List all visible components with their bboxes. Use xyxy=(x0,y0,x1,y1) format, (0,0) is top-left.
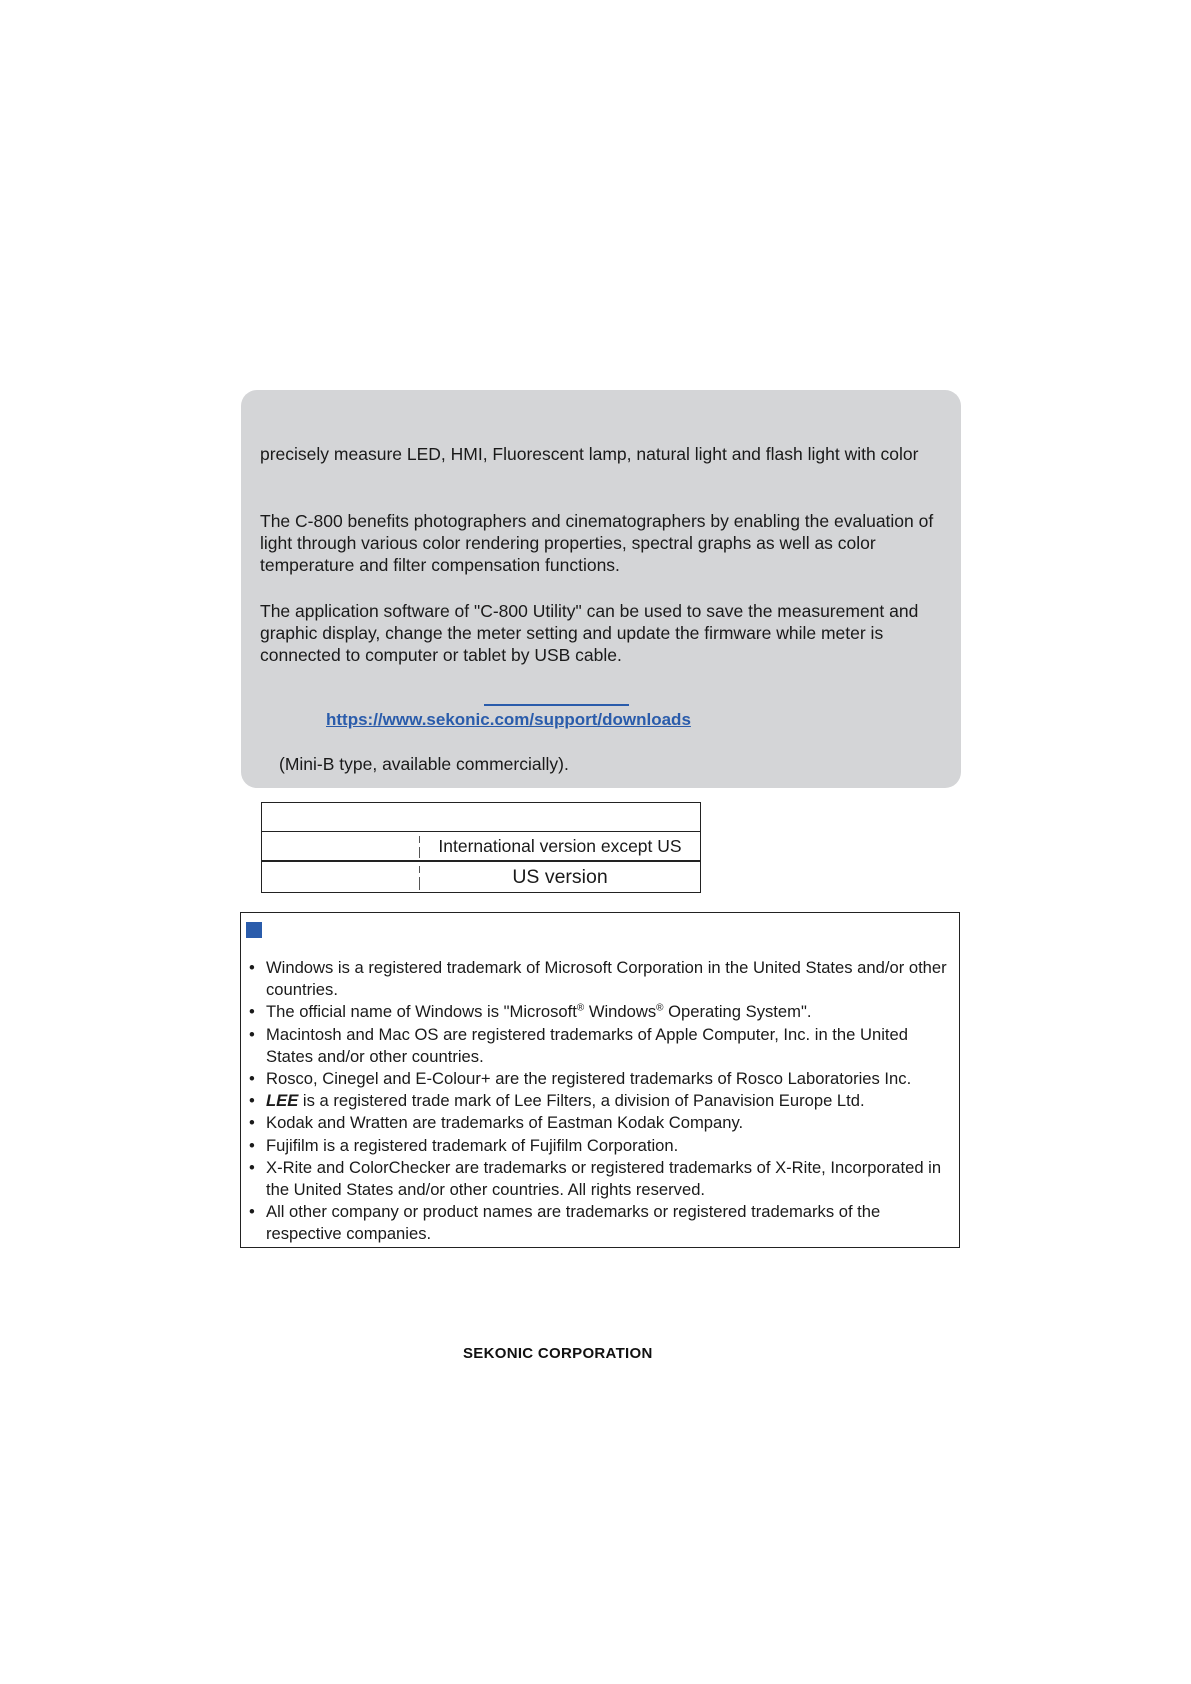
list-item: • X-Rite and ColorChecker are trademarks or registered trademarks of X-Rite, Incorporated in the United States and/or other countries. All rights reserved. xyxy=(248,1157,954,1201)
version-label-international: International version except US xyxy=(438,835,682,856)
lee-brand: LEE xyxy=(266,1091,299,1111)
version-label-us: US version xyxy=(512,865,608,888)
list-item: • LEE is a registered trade mark of Lee Filters, a division of Panavision Europe Ltd. xyxy=(248,1090,954,1112)
version-row-us xyxy=(262,862,700,892)
intro-panel xyxy=(241,390,961,788)
list-item: • Rosco, Cinegel and E-Colour+ are the registered trademarks of Rosco Laboratories Inc. xyxy=(248,1068,954,1090)
version-table-header-row xyxy=(262,803,700,832)
registered-mark: ® xyxy=(656,1002,664,1014)
link-underline-divider xyxy=(484,704,629,706)
benefits-paragraph: The C-800 benefits photographers and cinematographers by enabling the evaluation of light through various color rendering properties, spectral graphs as well as color temperature and filter compensation functions. xyxy=(260,511,934,575)
version-row-international xyxy=(262,832,700,862)
downloads-link[interactable]: https://www.sekonic.com/support/downloads xyxy=(326,710,691,729)
version-table xyxy=(261,802,701,893)
list-item: • Macintosh and Mac OS are registered trademarks of Apple Computer, Inc. in the United States and/or other countries. xyxy=(248,1024,954,1068)
intro-line: precisely measure LED, HMI, Fluorescent lamp, natural light and flash light with color xyxy=(260,444,919,464)
trademarks-box xyxy=(240,912,960,1248)
section-marker-icon xyxy=(246,922,262,938)
list-item: • Fujifilm is a registered trademark of Fujifilm Corporation. xyxy=(248,1135,954,1157)
list-item: • All other company or product names are trademarks or registered trademarks of the respective companies. xyxy=(248,1201,954,1245)
company-name: SEKONIC CORPORATION xyxy=(463,1345,653,1362)
trademark-list xyxy=(248,957,954,1246)
list-item: • The official name of Windows is "Microsoft® Windows® Operating System". xyxy=(248,1001,954,1023)
list-item: • Kodak and Wratten are trademarks of Eastman Kodak Company. xyxy=(248,1112,954,1134)
list-item: • Windows is a registered trademark of Microsoft Corporation in the United States and/or other countries. xyxy=(248,957,954,1001)
software-paragraph: The application software of "C-800 Utility" can be used to save the measurement and graphic display, change the meter setting and update the firmware while meter is connected to computer or tablet by USB cable. xyxy=(260,601,919,665)
usb-cable-note: (Mini-B type, available commercially). xyxy=(279,754,569,774)
registered-mark: ® xyxy=(576,1002,585,1014)
